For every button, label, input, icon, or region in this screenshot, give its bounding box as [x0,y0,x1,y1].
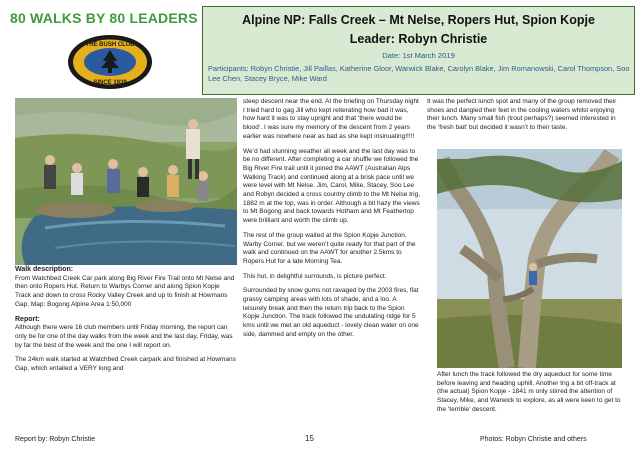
middle-column [243,98,421,346]
walk-description-text: From Watchbed Creek Car park along Big River Fire Trail onto Mt Nelse and then onto Ropers Hut. Return to Warbys Corner and along Spion Kopje Track and down to cross Rocky Valley Creek and up to finish at Howmans Gap. Map: Bogong Alpine Area 1:50,000 [15,274,235,308]
mid-paragraph-3: The rest of the group waited at the Spion Kopje Junction, Warby Corner, but we weren’t quite ready for that part of the walk and continued on the AAWT for another 2.5kms to Ropers Hut for a late Morning Tea. [243,231,416,265]
right-column-top [427,98,625,139]
mid-paragraph-1: steep descent near the end. At the briefing on Thursday night I tried hard to gag Jill who kept reiterating how bad it was, how hard it was to stay upright and that ‘there would be blood’. I was sure my memory of the descent from 2 years earlier was nowhere near as bad as she kept insinuating!!!!! [243,98,419,140]
right-paragraph-2: After lunch the track followed the dry aqueduct for some time before leaving and heading uphill. Another trig a bit off-track at (the actual) Spion Kopje - 1841 m only stirred the attention of Stacey, Mike, and Warwick to explore, as all were keen to get to the ‘terrible’ descent. [437,371,621,413]
left-column [15,266,237,380]
bush-club-logo [67,34,153,90]
mid-paragraph-5: Surrounded by snow gums not ravaged by the 2003 fires, flat grassy camping areas with lots of shade, and a loo. A leisurely break and then the return trip back to the Spion Kopje Junction. The track followed the undulating ridge for 5 kms until we met an old aqueduct - lovely clean water on one side, dammed and empty on the other. [243,287,419,338]
report-by: Report by: Robyn Christie [15,436,96,443]
right-column-bottom [437,371,627,421]
mid-paragraph-2: We’d had stunning weather all week and the last day was to be no different. After completing a car shuffle we followed the Big River Fire trail until it joined the AAWT (Australian Alps Walking Track) and continued along at a brisk pace until we were level with Mt Nelse. Jim, Carol, Mike, Stacey, Soo Lee and Robyn decided a cross country climb to the Mt Nelse trig, 1882 m at the top, was in order. Although a bit hazy the views to Mt Bogong and back towards Hotham and Mt Feathertop were brilliant and worth the climb up. [243,147,421,225]
right-paragraph-1: It was the perfect lunch spot and many of the group removed their shoes and dangled their feet in the cooling waters whilst enjoying their lunch. Many small fish (trout perhaps?) seemed interested in the ‘fresh bait’ but decided it wasn’t to their taste. [427,98,617,132]
photos-credit: Photos: Robyn Christie and others [480,436,587,443]
walk-header-box [202,6,635,95]
report-heading: Report: [15,315,40,323]
logo-top-text: THE BUSH CLUB [85,42,135,48]
walk-leader: Leader: Robyn Christie [349,32,488,46]
group-lunch-photo [15,98,237,265]
logo-bottom-text: SINCE 1939 [93,80,127,86]
walk-date: Date: 1st March 2019 [382,51,455,60]
report-paragraph-2: The 24km walk started at Watchbed Creek carpark and finished at Howmans Gap, which entailed a VERY long and [15,356,236,373]
report-paragraph-1: Although there were 16 club members until Friday morning, the report can only be for one of the day walks from the week and the last day, Friday, was by far the best of the week and the one I will report on. [15,324,233,349]
walk-title: Alpine NP: Falls Creek – Mt Nelse, Ropers Hut, Spion Kopje [242,13,595,27]
walk-participants: Participants: Robyn Christie, Jill Paillas, Katherine Gloor, Warwick Blake, Carolyn Blake, Jim Romanowski, Carol Thompson, Soo Lee Chen, Stacey Bryce, Mike Ward [208,64,630,83]
walk-description-heading: Walk description: [15,266,74,273]
page-number: 15 [305,434,314,443]
series-title: 80 WALKS BY 80 LEADERS [10,10,198,26]
snow-gum-photo [437,149,622,368]
mid-paragraph-4: This hut, in delightful surrounds, is picture perfect. [243,272,387,280]
